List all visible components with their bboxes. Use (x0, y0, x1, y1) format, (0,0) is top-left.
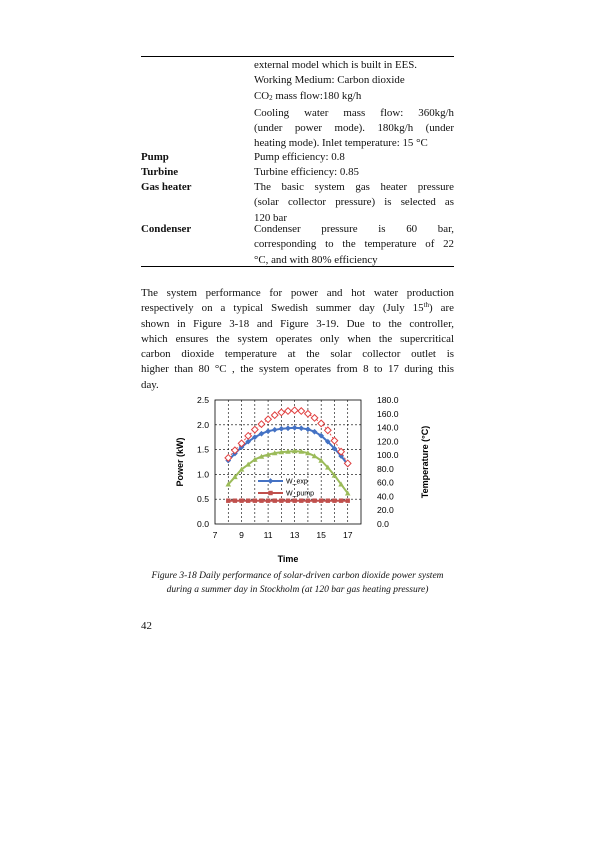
value-line: 120 bar (254, 211, 287, 224)
data-point (285, 426, 290, 431)
data-point (239, 498, 243, 502)
x-tick-label: 7 (212, 530, 218, 540)
x-tick-label: 17 (342, 530, 353, 540)
data-point (305, 410, 312, 417)
table-bottom-rule (141, 266, 454, 267)
data-point (279, 426, 284, 431)
data-point (285, 408, 292, 415)
paragraph-line: day. (141, 378, 159, 391)
paragraph-line: The system performance for power and hot water production (141, 287, 454, 299)
series-unlabeled-2 (225, 448, 350, 495)
row-value (254, 58, 454, 152)
value-line: °C, and with 80% efficiency (254, 253, 378, 266)
data-point (346, 498, 350, 502)
data-point (298, 408, 305, 415)
y2-tick-label: 40.0 (377, 491, 394, 502)
paragraph-text: respectively on a typical Swedish summer day (July 15 (141, 302, 424, 315)
paragraph-line: higher than 80 °C , the system operates from 8 to 17 during this (141, 363, 454, 376)
y-tick-label: 2.0 (197, 419, 209, 430)
plot-frame (215, 400, 361, 524)
data-point (286, 498, 290, 502)
y2-tick-label: 0.0 (377, 519, 389, 529)
data-point (299, 426, 304, 431)
series-group (225, 407, 351, 503)
paragraph-line (141, 301, 454, 316)
series-line (228, 451, 347, 493)
x-tick-label: 15 (316, 530, 326, 540)
data-point (292, 498, 296, 502)
y2-tick-label: 180.0 (377, 395, 399, 405)
x-tick-label: 11 (263, 530, 273, 540)
value-line: $CO_2$ mass flow:180 kg/h (254, 89, 362, 102)
legend-swatch-marker (268, 491, 272, 495)
row-value (254, 180, 454, 226)
paragraph-line: carbon dioxide temperature at the solar collector outlet is (141, 348, 454, 361)
y2-tick-label: 120.0 (377, 436, 399, 447)
superscript-th: th (423, 301, 430, 310)
data-point (233, 498, 237, 502)
y2-tick-label: 20.0 (377, 505, 394, 516)
data-point (265, 429, 270, 434)
body-paragraph (141, 286, 454, 393)
series-unlabeled-3 (225, 407, 351, 467)
y-tick-label: 0.5 (197, 494, 209, 505)
series-line (228, 428, 347, 465)
grid (215, 400, 361, 524)
y2-axis-title: Temperature (°C) (420, 425, 430, 499)
value-line: (solar collector pressure) is selected as (254, 196, 454, 209)
data-point (319, 498, 323, 502)
value-line: Cooling water mass flow: 360kg/h (254, 106, 454, 119)
data-point (326, 498, 330, 502)
y-tick-label: 2.5 (197, 395, 209, 405)
data-point (292, 425, 297, 430)
table-top-rule (141, 56, 454, 57)
y-tick-label: 1.0 (197, 469, 209, 480)
data-point (271, 412, 278, 419)
y-tick-label: 1.5 (197, 444, 209, 455)
data-point (312, 498, 316, 502)
caption-line: Figure 3-18 Daily performance of solar-driven carbon dioxide power system (151, 571, 444, 581)
data-point (252, 426, 259, 433)
value-line: (under power mode). 180kg/h (under (254, 122, 454, 135)
legend-label: W_exp (286, 478, 308, 486)
subscript-2: 2 (269, 93, 273, 102)
value-line: heating mode). Inlet temperature: 15 °C (254, 137, 428, 150)
row-label: Pump (141, 151, 169, 163)
y2-tick-label: 60.0 (377, 477, 394, 488)
data-point (305, 427, 310, 432)
y2-tick-label: 140.0 (377, 422, 399, 433)
legend-swatch-marker (268, 478, 273, 483)
value-line: external model which is built in EES. (254, 59, 418, 71)
row-value (254, 165, 454, 180)
row-value (254, 222, 454, 268)
data-point (265, 416, 272, 423)
paragraph-text: ) are (429, 302, 454, 315)
y-tick-label: 0.0 (197, 519, 209, 529)
y2-tick-label: 80.0 (377, 463, 394, 474)
row-label: Gas heater (141, 181, 192, 193)
data-point (331, 437, 338, 444)
page-number: 42 (141, 620, 152, 632)
value-line: Pump efficiency: 0.8 (254, 151, 345, 163)
data-point (291, 407, 298, 414)
data-point (253, 498, 257, 502)
y2-tick-label: 100.0 (377, 450, 399, 461)
data-point (246, 498, 250, 502)
legend-label: W_pump (286, 490, 315, 498)
performance-chart (166, 390, 446, 572)
data-point (226, 498, 230, 502)
data-point (273, 498, 277, 502)
row-label: Condenser (141, 223, 192, 235)
y2-tick-label: 160.0 (377, 408, 399, 419)
data-point (279, 498, 283, 502)
data-point (266, 498, 270, 502)
data-point (272, 427, 277, 432)
x-axis-title: Time (277, 554, 299, 564)
data-point (332, 498, 336, 502)
figure-caption (141, 570, 454, 597)
value-line: Condenser pressure is 60 bar, (254, 223, 454, 235)
x-tick-label: 9 (239, 530, 244, 540)
value-line: Working Medium: Carbon dioxide (254, 74, 405, 87)
data-point (299, 498, 303, 502)
legend (258, 478, 314, 497)
caption-line: during a summer day in Stockholm (at 120 bar gas heating pressure) (166, 584, 429, 595)
row-label: Turbine (141, 166, 179, 178)
data-point (306, 498, 310, 502)
value-line: corresponding to the temperature of 22 (254, 238, 454, 251)
paragraph-line: shown in Figure 3-18 and Figure 3-19. Due to the controller, (141, 317, 454, 330)
value-line: The basic system gas heater pressure (254, 181, 454, 193)
y-axis-title: Power (kW) (175, 437, 185, 487)
data-point (278, 409, 285, 416)
data-point (259, 498, 263, 502)
series-w-exp (226, 425, 351, 467)
paragraph-line: which ensures the system operates only when the supercritical (141, 332, 454, 345)
chart-canvas (166, 390, 446, 572)
value-line: Turbine efficiency: 0.85 (254, 166, 359, 178)
x-tick-label: 13 (289, 530, 300, 540)
row-value (254, 150, 454, 165)
data-point (339, 498, 343, 502)
